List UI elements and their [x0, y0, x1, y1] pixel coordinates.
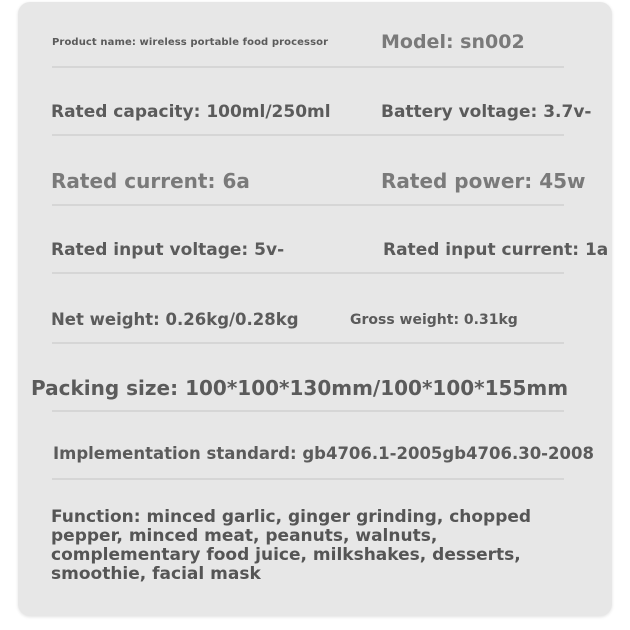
- battery-voltage-text: Battery voltage: 3.7v-: [381, 102, 592, 122]
- model-text: Model: sn002: [381, 31, 525, 53]
- net-weight-text: Net weight: 0.26kg/0.28kg: [51, 310, 299, 329]
- divider: [52, 134, 564, 136]
- rated-current-text: Rated current: 6a: [51, 169, 250, 193]
- packing-size-text: Packing size: 100*100*130mm/100*100*155mm: [31, 376, 569, 400]
- divider: [52, 342, 564, 344]
- rated-power-text: Rated power: 45w: [381, 169, 586, 193]
- divider: [52, 204, 564, 206]
- function-text: Function: minced garlic, ginger grinding, chopped pepper, minced meat, peanuts, walnuts, complementary food juice, milkshakes, desserts, smoothie, facial mask: [51, 507, 532, 584]
- rated-input-current-text: Rated input current: 1a: [383, 240, 609, 260]
- divider: [52, 410, 564, 412]
- rated-input-voltage-text: Rated input voltage: 5v-: [51, 240, 285, 260]
- product-name-text: Product name: wireless portable food processor: [52, 37, 329, 48]
- rated-capacity-text: Rated capacity: 100ml/250ml: [51, 102, 331, 122]
- divider: [52, 66, 564, 68]
- divider: [52, 478, 564, 480]
- divider: [52, 272, 564, 274]
- implementation-standard-text: Implementation standard: gb4706.1-2005gb4706.30-2008: [53, 444, 594, 463]
- gross-weight-text: Gross weight: 0.31kg: [350, 312, 518, 328]
